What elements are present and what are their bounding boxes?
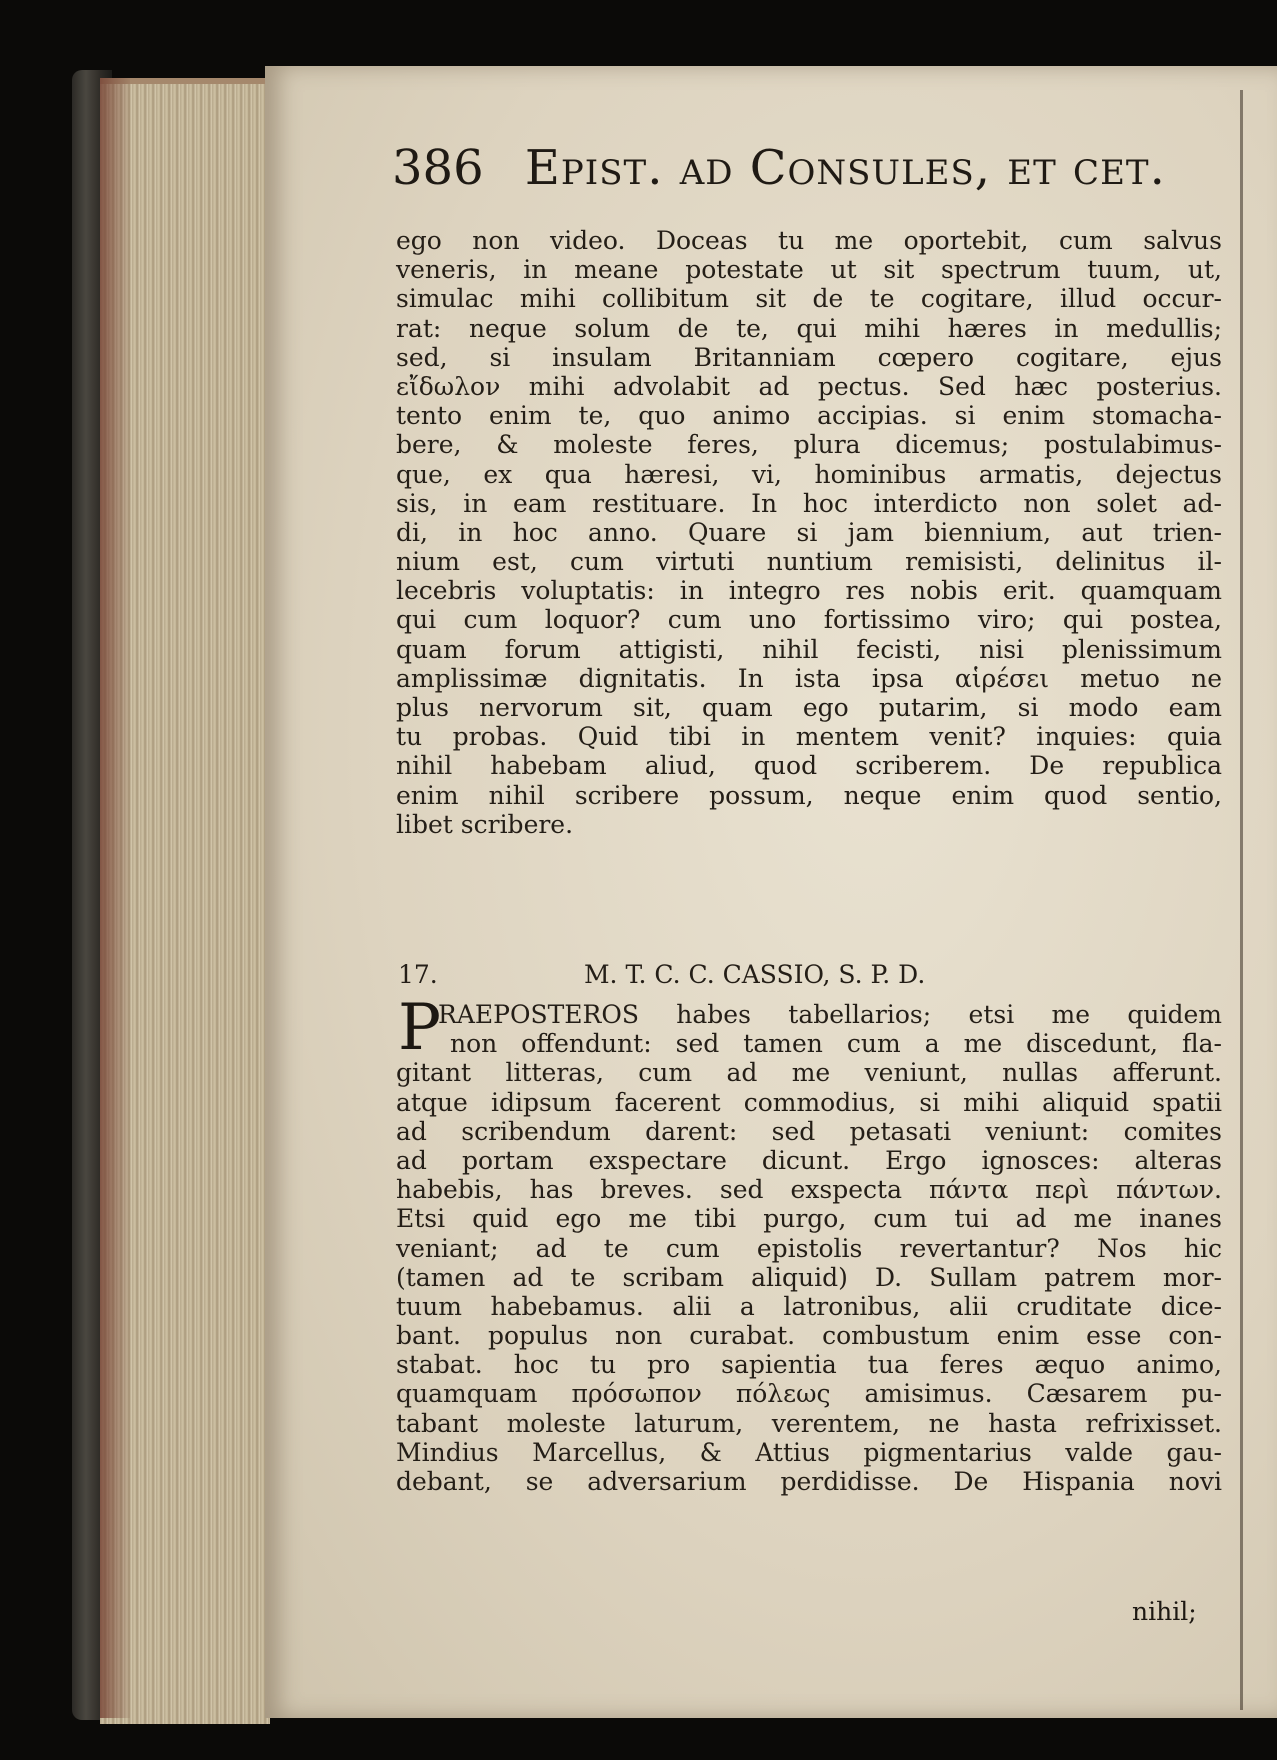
text-line: libet scribere. — [396, 809, 574, 839]
text-line: bere, & moleste feres, plura dicemus; postulabimus- — [396, 430, 1222, 460]
page-header — [392, 140, 1166, 196]
text-line: veneris, in meane potestate ut sit spectrum tuum, ut, — [396, 255, 1222, 285]
text-line: debant, se adversarium perdidisse. De Hispania novi — [396, 1467, 1222, 1496]
text-line: nihil habebam aliud, quod scriberem. De republica — [396, 751, 1222, 781]
letter-first-line: RAEPOSTEROS habes tabellarios; etsi me quidem — [438, 1000, 1222, 1029]
text-line: quam forum attigisti, nihil fecisti, nisi plenissimum — [396, 634, 1222, 664]
gutter-shadow — [1240, 90, 1243, 1710]
text-line: Etsi quid ego me tibi purgo, cum tui ad me inanes — [396, 1204, 1222, 1234]
text-line: non offendunt: sed tamen cum a me discedunt, fla- — [450, 1029, 1222, 1059]
text-line: quamquam πρόσωπον πόλεως amisimus. Cæsarem pu- — [396, 1379, 1222, 1409]
text-line: enim nihil scribere possum, neque enim quod sentio, — [396, 780, 1222, 810]
text-line: simulac mihi collibitum sit de te cogitare, illud occur- — [396, 284, 1222, 314]
page-edges-shadow — [100, 78, 130, 1718]
text-line: (tamen ad te scribam aliquid) D. Sullam patrem mor- — [396, 1262, 1222, 1292]
text-line: ad portam exspectare dicunt. Ergo ignosces: alteras — [396, 1145, 1222, 1175]
text-line: Mindius Marcellus, & Attius pigmentarius valde gau- — [396, 1437, 1222, 1467]
text-line: tu probas. Quid tibi in mentem venit? inquies: quia — [396, 722, 1222, 752]
text-line: di, in hoc anno. Quare si jam biennium, aut trien- — [396, 517, 1222, 547]
drop-cap: P — [398, 991, 442, 1065]
text-line: rat: neque solum de te, qui mihi hæres in medullis; — [396, 313, 1222, 343]
text-line: atque idipsum facerent commodius, si mihi aliquid spatii — [396, 1087, 1222, 1117]
catchword: nihil; — [1132, 1597, 1197, 1626]
letter-text — [396, 1000, 1222, 1496]
text-line: εἴδωλον mihi advolabit ad pectus. Sed hæc posterius. — [396, 371, 1222, 401]
text-line: que, ex qua hæresi, vi, hominibus armatis, dejectus — [396, 459, 1222, 489]
text-line: tento enim te, quo animo accipias. si enim stomacha- — [396, 401, 1222, 431]
running-title: Epist. ad Consules, et cet. — [524, 140, 1166, 196]
text-line: ego non video. Doceas tu me oportebit, cum salvus — [396, 226, 1222, 255]
text-line: habebis, has breves. sed exspecta πάντα περὶ πάντων. — [396, 1175, 1222, 1205]
text-line: gitant litteras, cum ad me veniunt, nullas afferunt. — [396, 1058, 1222, 1088]
text-line: tuum habebamus. alii a latronibus, alii cruditate dice- — [396, 1291, 1222, 1321]
text-line: plus nervorum sit, quam ego putarim, si modo eam — [396, 693, 1222, 722]
text-line: bant. populus non curabat. combustum enim esse con- — [396, 1321, 1222, 1351]
letter-heading — [398, 960, 1078, 989]
text-line: amplissimæ dignitatis. In ista ipsa αἱρέσει metuo ne — [396, 663, 1222, 693]
page-number: 386 — [392, 140, 484, 196]
letter-address: M. T. C. C. CASSIO, S. P. D. — [583, 960, 926, 989]
text-line: tabant moleste laturum, verentem, ne hasta refrixisset. — [396, 1408, 1222, 1438]
text-line: sed, si insulam Britanniam cœpero cogitare, ejus — [396, 342, 1222, 372]
text-line: sis, in eam restituare. In hoc interdicto non solet ad- — [396, 488, 1222, 518]
text-line: stabat. hoc tu pro sapientia tua feres æquo animo, — [396, 1350, 1222, 1380]
text-line: nium est, cum virtuti nuntium remisisti, delinitus il- — [396, 547, 1222, 577]
text-line: lecebris voluptatis: in integro res nobis erit. quamquam — [396, 576, 1222, 606]
text-line: ad scribendum darent: sed petasati veniunt: comites — [396, 1116, 1222, 1146]
letter-continuation-text — [396, 226, 1222, 839]
text-line: veniant; ad te cum epistolis revertantur? Nos hic — [396, 1233, 1222, 1263]
letter-number: 17. — [398, 960, 438, 989]
text-line: qui cum loquor? cum uno fortissimo viro; qui postea, — [396, 605, 1222, 635]
